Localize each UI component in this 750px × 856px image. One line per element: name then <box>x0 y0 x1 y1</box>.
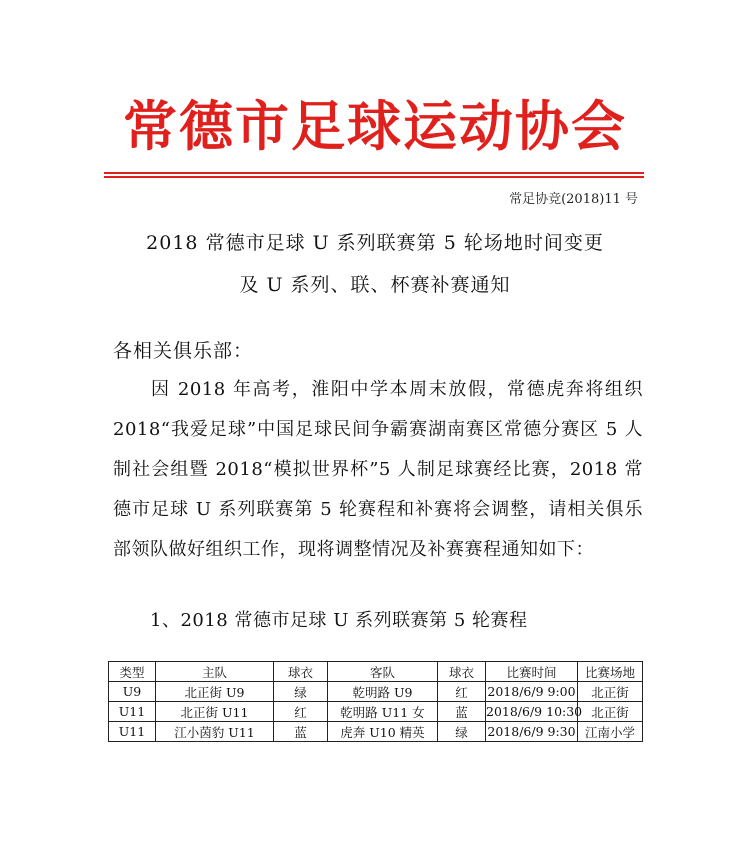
letterhead-rule-top <box>104 172 644 174</box>
header-venue: 比赛场地 <box>578 662 643 682</box>
cell-away-jersey: 绿 <box>438 722 486 742</box>
header-type: 类型 <box>109 662 156 682</box>
cell-type: U11 <box>109 722 156 742</box>
cell-type: U9 <box>109 682 156 702</box>
cell-home-jersey: 蓝 <box>274 722 328 742</box>
table-row <box>109 682 643 702</box>
cell-away-jersey: 蓝 <box>438 702 486 722</box>
header-match-time: 比赛时间 <box>486 662 578 682</box>
cell-match-time: 2018/6/9 9:00 <box>486 682 578 702</box>
letterhead-org-name: 常德市足球运动协会 <box>123 94 627 158</box>
cell-home-jersey: 绿 <box>274 682 328 702</box>
cell-away-team: 乾明路 U9 <box>328 682 438 702</box>
cell-home-jersey: 红 <box>274 702 328 722</box>
notice-title-line1: 2018 常德市足球 U 系列联赛第 5 轮场地时间变更 <box>146 232 604 254</box>
cell-away-team: 虎奔 U10 精英 <box>328 722 438 742</box>
cell-venue: 北正街 <box>578 702 643 722</box>
header-away-team: 客队 <box>328 662 438 682</box>
cell-type: U11 <box>109 702 156 722</box>
letterhead-rule-bottom <box>104 176 644 178</box>
cell-venue: 北正街 <box>578 682 643 702</box>
cell-home-team: 北正街 U9 <box>156 682 274 702</box>
table-header-row <box>109 662 643 682</box>
schedule-table <box>108 661 643 742</box>
salutation: 各相关俱乐部： <box>113 340 254 362</box>
cell-home-team: 北正街 U11 <box>156 702 274 722</box>
table-row <box>109 702 643 722</box>
cell-home-team: 江小茵豹 U11 <box>156 722 274 742</box>
document-number: 常足协竞(2018)11 号 <box>509 192 638 207</box>
cell-away-jersey: 红 <box>438 682 486 702</box>
table-row <box>109 722 643 742</box>
header-away-jersey: 球衣 <box>438 662 486 682</box>
header-home-jersey: 球衣 <box>274 662 328 682</box>
cell-match-time: 2018/6/9 10:30 <box>486 702 578 722</box>
notice-body-paragraph: 因 2018 年高考，淮阳中学本周末放假，常德虎奔将组织 2018“我爱足球”中国足球民间争霸赛湖南赛区常德分赛区 5 人制社会组暨 2018“模拟世界杯”5 人制足球赛经比赛，2018 常德市足球 U 系列联赛第 5 轮赛程和补赛将会调整，请相关俱乐部领队做好组织工作，现将调整情况及补赛赛程通知如下： <box>113 379 643 560</box>
cell-match-time: 2018/6/9 9:30 <box>486 722 578 742</box>
cell-away-team: 乾明路 U11 女 <box>328 702 438 722</box>
header-home-team: 主队 <box>156 662 274 682</box>
notice-title-line2: 及 U 系列、联、杯赛补赛通知 <box>239 274 511 296</box>
section1-heading: 1、2018 常德市足球 U 系列联赛第 5 轮赛程 <box>150 610 528 631</box>
cell-venue: 江南小学 <box>578 722 643 742</box>
